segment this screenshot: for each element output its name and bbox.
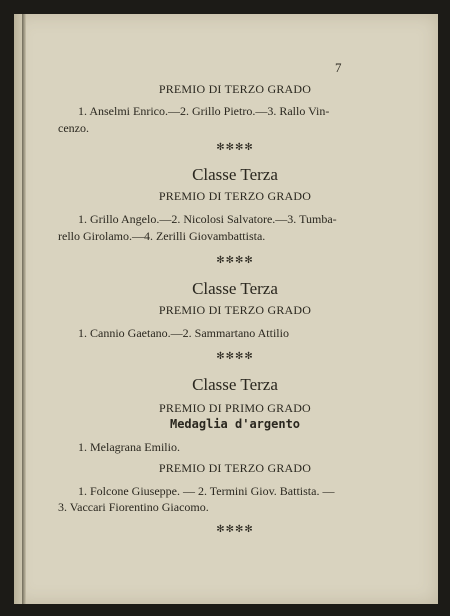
class-heading: Classe Terza — [192, 279, 278, 298]
ornament-divider: ✻✻✻✻ — [216, 351, 254, 362]
medal-label: Medaglia d'argento — [169, 417, 301, 431]
ornament-divider: ✻✻✻✻ — [216, 255, 254, 266]
prize-heading: PREMIO DI TERZO GRADO — [158, 189, 312, 203]
ornament-divider: ✻✻✻✻ — [216, 142, 254, 153]
winners-line: rello Girolamo.—4. Zerilli Giovambattista. — [58, 229, 266, 243]
prize-heading: PREMIO DI PRIMO GRADO — [159, 401, 311, 415]
ornament-divider: ✻✻✻✻ — [216, 524, 254, 535]
winners-line: 1. Grillo Angelo.—2. Nicolosi Salvatore.—3. Tumba- — [78, 212, 337, 226]
page-number: 7 — [335, 60, 342, 75]
winners-line: 1. Melagrana Emilio. — [78, 440, 180, 454]
prize-heading: PREMIO DI TERZO GRADO — [158, 461, 312, 475]
winners-line: cenzo. — [58, 121, 89, 135]
winners-line: 1. Anselmi Enrico.—2. Grillo Pietro.—3. Rallo Vin- — [78, 104, 330, 118]
prize-heading: PREMIO DI TERZO GRADO — [158, 303, 312, 317]
class-heading: Classe Terza — [192, 165, 278, 184]
prize-heading: PREMIO DI TERZO GRADO — [158, 82, 312, 96]
class-heading: Classe Terza — [192, 375, 278, 394]
winners-line: 1. Folcone Giuseppe. — 2. Termini Giov. Battista. — — [78, 484, 335, 498]
winners-line: 3. Vaccari Fiorentino Giacomo. — [58, 500, 209, 514]
winners-line: 1. Cannio Gaetano.—2. Sammartano Attilio — [78, 326, 289, 340]
